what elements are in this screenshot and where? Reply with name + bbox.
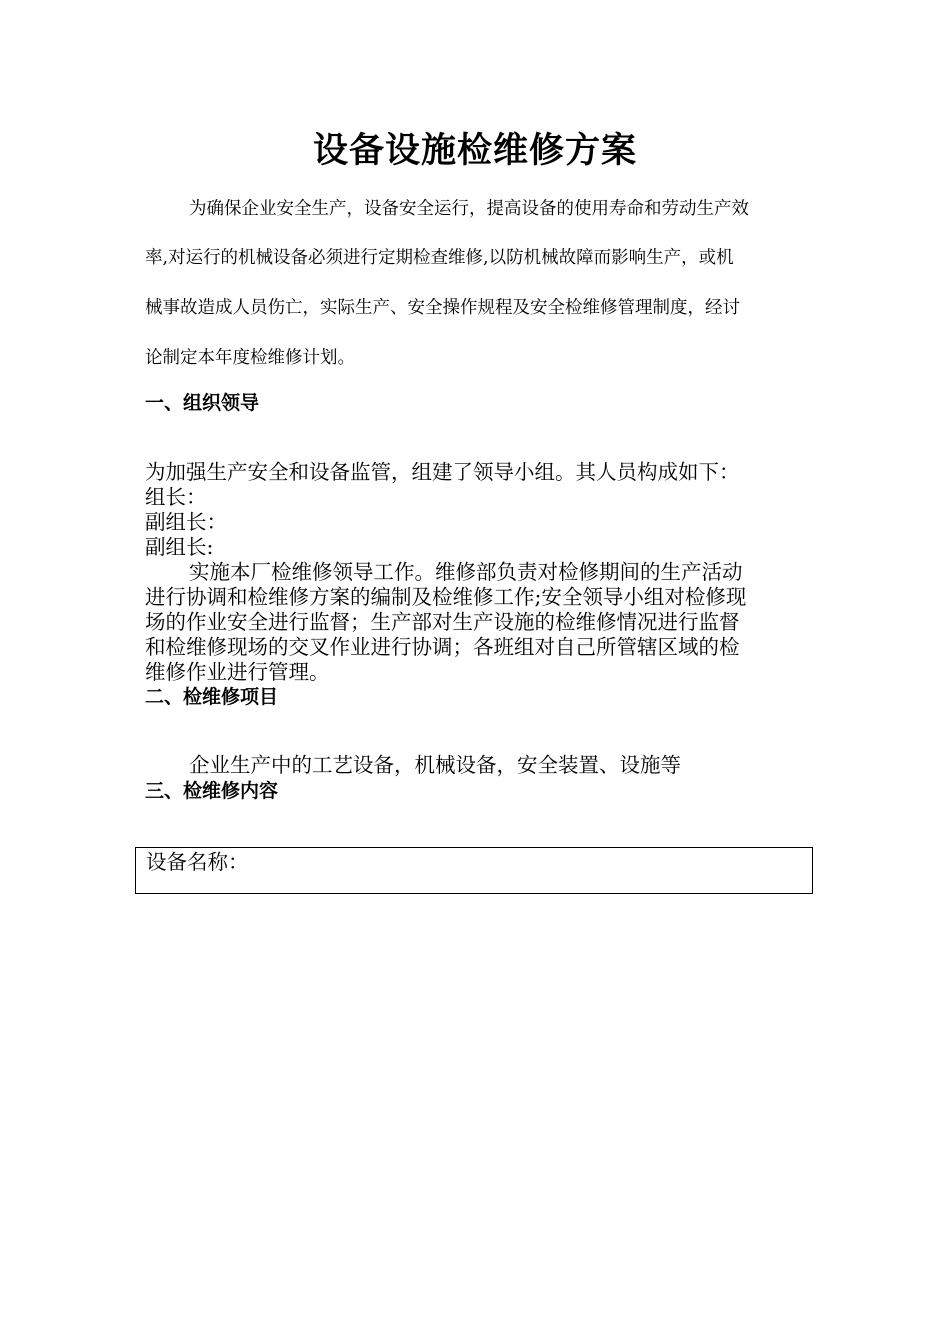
paragraph-line: 场的作业安全进行监督；生产部对生产设施的检维修情况进行监督 — [145, 610, 740, 634]
deputy-leader-line: 副组长: — [145, 535, 214, 559]
document-title: 设备设施检维修方案 — [312, 131, 637, 171]
body-line: 为加强生产安全和设备监管，组建了领导小组。其人员构成如下： — [145, 460, 740, 484]
intro-line: 械事故造成人员伤亡，实际生产、安全操作规程及安全检维修管理制度，经讨 — [145, 298, 740, 318]
section-heading-organization: 一、组织领导 — [145, 392, 260, 414]
paragraph-line: 维修作业进行管理。 — [145, 660, 330, 684]
intro-line: 率,对运行的机械设备必须进行定期检查维修,以防机械故障而影响生产，或机 — [145, 248, 734, 268]
deputy-leader-line: 副组长： — [145, 510, 227, 534]
items-line: 企业生产中的工艺设备，机械设备，安全装置、设施等 — [189, 753, 681, 777]
intro-line: 论制定本年度检维修计划。 — [145, 348, 355, 368]
section-heading-content: 三、检维修内容 — [145, 780, 279, 802]
equipment-table — [135, 847, 813, 894]
leader-line: 组长： — [145, 485, 207, 509]
paragraph-line: 进行协调和检维修方案的编制及检维修工作;安全领导小组对检修现 — [145, 585, 747, 609]
intro-line: 为确保企业安全生产，设备安全运行，提高设备的使用寿命和劳动生产效 — [189, 199, 749, 219]
section-heading-items: 二、检维修项目 — [145, 686, 279, 708]
paragraph-line: 和检维修现场的交叉作业进行协调；各班组对自己所管辖区域的检 — [145, 635, 740, 659]
paragraph-line: 实施本厂检维修领导工作。维修部负责对检修期间的生产活动 — [189, 560, 743, 584]
equipment-name-label: 设备名称： — [146, 850, 249, 874]
